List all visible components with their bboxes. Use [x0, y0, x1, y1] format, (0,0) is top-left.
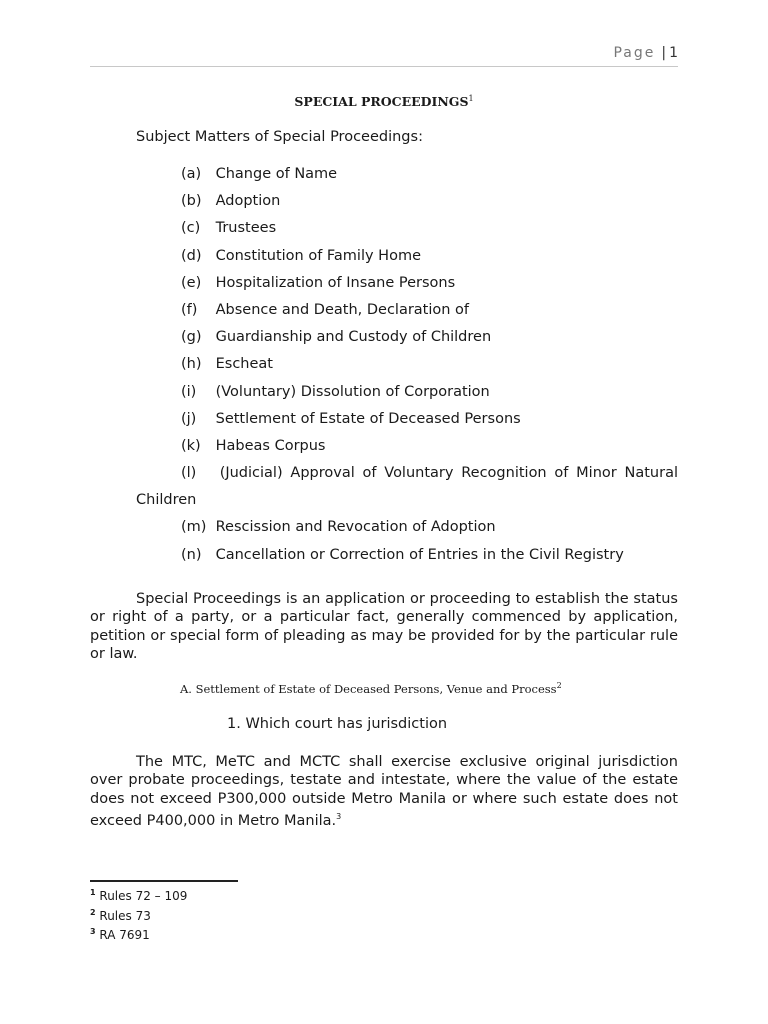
list-item-text: Settlement of Estate of Deceased Persons: [215, 410, 521, 427]
list-item-text: Cancellation or Correction of Entries in the Civil Registry: [215, 546, 624, 563]
title-footnote-ref: 1: [468, 94, 474, 103]
footnote: [90, 885, 187, 905]
header-rule: [90, 66, 678, 67]
list-item: [90, 245, 678, 272]
list-item-label: (g): [181, 329, 202, 346]
list-item-text: Change of Name: [215, 166, 338, 182]
list-item-text: (Voluntary) Dissolution of Corporation: [215, 383, 490, 400]
list-item-text: Absence and Death, Declaration of: [215, 301, 470, 318]
list-item-text: (Judicial) Approval of Voluntary Recognition of Minor Natural: [219, 465, 678, 482]
footnote-text: Rules 72 – 109: [99, 889, 188, 903]
list-item-text: Adoption: [215, 193, 281, 210]
footnotes: [90, 885, 187, 944]
footnote-ref: 2: [90, 907, 96, 917]
list-item-text: Hospitalization of Insane Persons: [215, 274, 456, 291]
list-item: [90, 544, 678, 571]
footnote-rule: [90, 880, 238, 882]
page-label: Page: [613, 45, 656, 61]
footnote-text: RA 7691: [99, 928, 150, 942]
subject-list: [90, 163, 678, 571]
list-item: [90, 516, 678, 543]
list-item-text: Rescission and Revocation of Adoption: [215, 519, 496, 536]
list-item: [90, 435, 678, 462]
list-item: [90, 408, 678, 435]
page-header: [613, 45, 678, 61]
list-item-label: (n): [181, 546, 202, 563]
list-item: [90, 462, 678, 489]
subsection-question: 1. Which court has jurisdiction: [227, 716, 448, 732]
list-item-label: (k): [181, 437, 201, 454]
list-item-line: [181, 462, 678, 484]
list-item: [90, 272, 678, 299]
list-item-label: (m): [181, 519, 207, 536]
list-item-continuation: Children: [136, 492, 197, 509]
list-item: [90, 326, 678, 353]
footnote-ref: 3: [90, 927, 96, 936]
document-title: [0, 94, 768, 109]
list-item-label: (a): [181, 166, 202, 182]
list-item: [90, 353, 678, 380]
footnote: [90, 905, 187, 925]
list-item-text: Trustees: [215, 220, 277, 237]
list-item-text: Habeas Corpus: [215, 437, 326, 454]
list-item-label: (b): [181, 193, 202, 210]
list-item-label: (h): [181, 356, 202, 373]
list-item: [90, 217, 678, 244]
section-footnote-ref: 2: [556, 681, 562, 690]
list-item: [90, 190, 678, 217]
definition-paragraph: Special Proceedings is an application or proceeding to establish the status or right of a party, or a particular fact, generally commenced by application, petition or special form of pleading as may be provided for by the particular rule or law.: [90, 591, 678, 663]
jurisdiction-text: The MTC, MeTC and MCTC shall exercise exclusive original jurisdiction over probate proceedings, testate and intestate, where the value of the estate does not exceed P300,000 outside Metro Manila or where such estate does not exceed P400,000 in Metro Manila.: [90, 754, 678, 830]
list-item-label: (j): [181, 410, 197, 427]
footnote-text: Rules 73: [99, 908, 151, 923]
title-text: SPECIAL PROCEEDINGS: [294, 94, 469, 110]
list-item: [90, 299, 678, 326]
list-item-text: Constitution of Family Home: [215, 247, 421, 264]
list-item: [90, 163, 678, 190]
list-item: [90, 381, 678, 408]
list-item-label: (f): [181, 301, 198, 318]
section-heading: [180, 681, 562, 696]
page-separator: |: [661, 45, 667, 61]
section-heading-text: A. Settlement of Estate of Deceased Persons, Venue and Process: [180, 681, 557, 696]
list-item-text: Escheat: [215, 356, 273, 373]
page-number: 1: [669, 45, 678, 61]
list-item-label: (c): [181, 220, 201, 237]
jurisdiction-footnote-ref: 3: [336, 812, 342, 822]
list-item-label: (i): [181, 383, 197, 400]
list-item-text: Guardianship and Custody of Children: [215, 329, 492, 346]
list-item-label: (d): [181, 247, 202, 264]
footnote-ref: 1: [90, 888, 96, 897]
jurisdiction-paragraph: [90, 753, 678, 830]
footnote: [90, 924, 187, 944]
list-item-label: (l): [181, 465, 197, 482]
subject-heading: Subject Matters of Special Proceedings:: [136, 129, 423, 145]
list-item-label: (e): [181, 274, 202, 291]
